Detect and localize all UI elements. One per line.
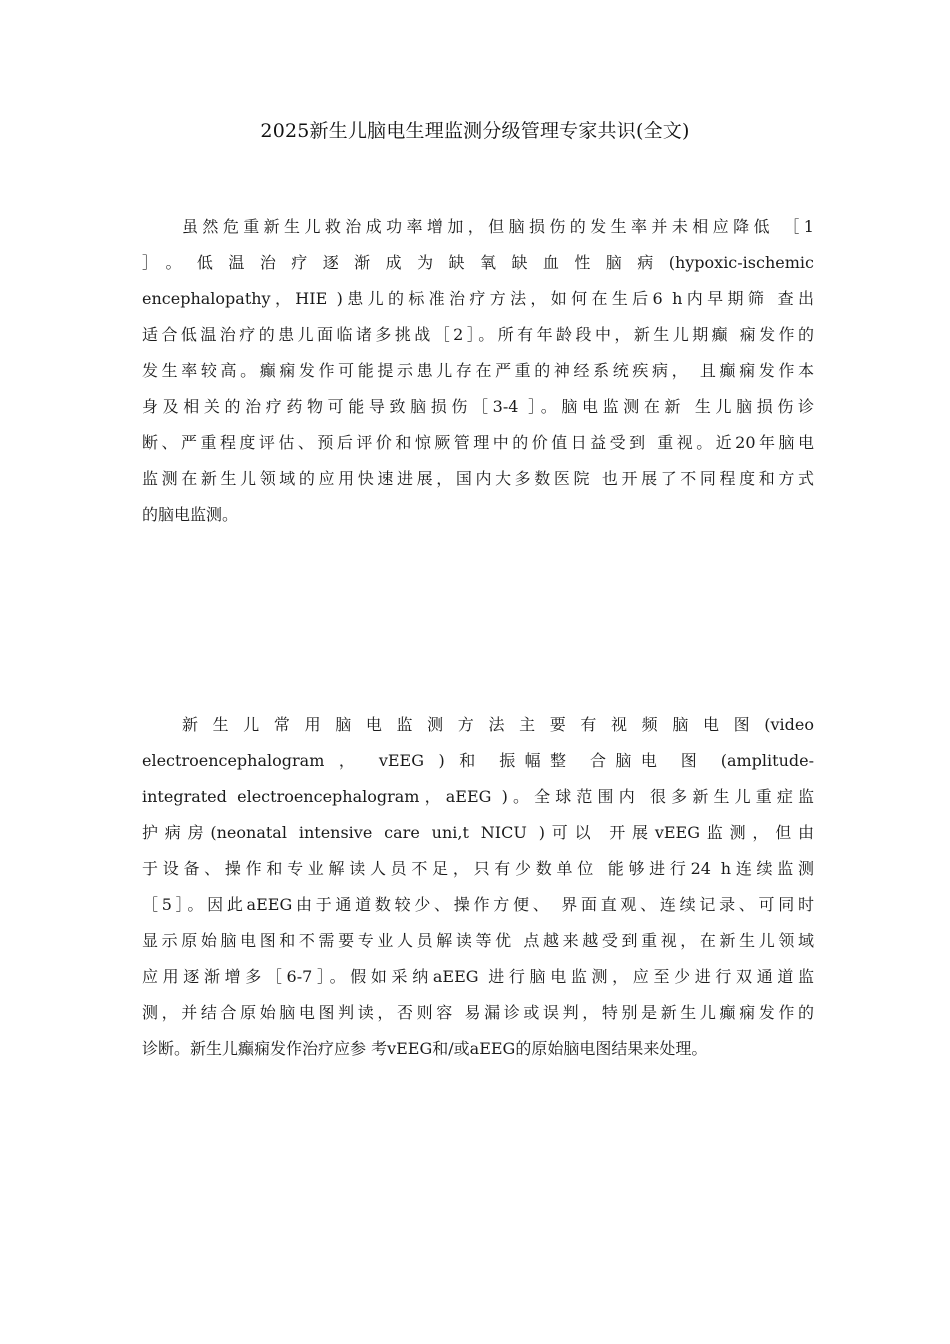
paragraph-line: 监测在新生儿领域的应用快速进展，国内大多数医院 也开展了不同程度和方式 (142, 469, 814, 488)
paragraph-line: integrated electroencephalogram，aEEG )。全球范围内 很多新生儿重症监 (142, 787, 814, 806)
paragraph-line: 适合低温治疗的患儿面临诸多挑战［2］。所有年龄段中，新生儿期癫 痫发作的 (142, 325, 814, 344)
paragraph-line: 诊断。新生儿癫痫发作治疗应参 考vEEG和/或aEEG的原始脑电图结果来处理。 (142, 1039, 708, 1058)
document-title: 2025新生儿脑电生理监测分级管理专家共识(全文) (260, 120, 690, 142)
paragraph-line: 身及相关的治疗药物可能导致脑损伤［3-4 ］。脑电监测在新 生儿脑损伤诊 (142, 397, 814, 416)
paragraph-line: 新生儿常用脑电监测方法主要有视频脑电图(video (182, 715, 814, 734)
paragraph-line: encephalopathy，HIE )患儿的标准治疗方法，如何在生后6 h内早期筛 查出 (142, 289, 814, 308)
paragraph-line: ］。低温治疗逐渐成为缺氧缺血性脑病(hypoxic-ischemic (142, 253, 814, 272)
paragraph-line: ［5］。因此aEEG由于通道数较少、操作方便、 界面直观、连续记录、可同时 (142, 895, 814, 914)
paragraph-line: electroencephalogram ， vEEG ) 和 振幅整 合脑电 图 (amplitude- (142, 751, 814, 770)
paragraph-line: 断、严重程度评估、预后评价和惊厥管理中的价值日益受到 重视。近20年脑电 (142, 433, 814, 452)
paragraph-line: 于设备、操作和专业解读人员不足，只有少数单位 能够进行24 h连续监测 (142, 859, 814, 878)
paragraph-line: 应用逐渐增多［6-7］。假如采纳aEEG 进行脑电监测，应至少进行双通道监 (142, 967, 814, 986)
paragraph-line: 护病房(neonatal intensive care uni,t NICU )可以 开展vEEG监测，但由 (142, 823, 814, 842)
paragraph-line: 显示原始脑电图和不需要专业人员解读等优 点越来越受到重视，在新生儿领域 (142, 931, 814, 950)
paragraph-line: 发生率较高。癫痫发作可能提示患儿存在严重的神经系统疾病， 且癫痫发作本 (142, 361, 814, 380)
paragraph-line: 虽然危重新生儿救治成功率增加，但脑损伤的发生率并未相应降低 ［1 (182, 217, 814, 236)
paragraph-line: 测，并结合原始脑电图判读，否则容 易漏诊或误判，特别是新生儿癫痫发作的 (142, 1003, 814, 1022)
paragraph-line: 的脑电监测。 (142, 505, 239, 524)
paragraph-1 (142, 209, 814, 533)
paragraph-2 (142, 707, 814, 1067)
